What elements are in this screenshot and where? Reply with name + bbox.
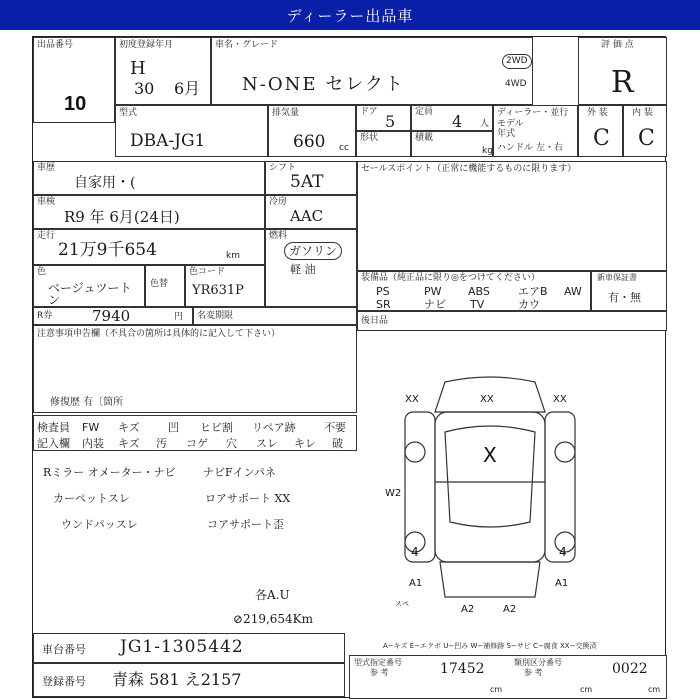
check-in-kizu: キズ [118, 437, 140, 450]
first-reg-label: 初度登録年月 [119, 40, 174, 50]
kau-chip: カウ [518, 298, 540, 311]
name-change-label: 名変期限 [197, 311, 234, 321]
class-no-label: 類別区分番号 [514, 658, 562, 667]
eval-score: R [611, 65, 634, 100]
car-grade-label: 車名・グレード [215, 40, 279, 50]
inspector-label: 検査員 [37, 421, 70, 434]
displacement-box [268, 105, 356, 157]
ref-label-1: 参 考 [370, 668, 389, 677]
mark-4-right: 4 [559, 545, 567, 559]
shift-label: シフト [269, 163, 297, 173]
mark-a2-left: A2 [461, 604, 475, 612]
kerosene-label: 軽 油 [290, 263, 316, 276]
check-dent: 凹 [168, 421, 179, 434]
fuel-value: ガソリン [284, 242, 342, 260]
capacity-box [411, 105, 493, 131]
tv-chip: TV [470, 298, 485, 311]
inspection-box [33, 195, 265, 229]
check-interior: 内装 [82, 437, 104, 450]
mileage-label: 走行 [37, 231, 56, 241]
check-crack: ヒビ割 [200, 421, 233, 434]
kg-unit: kg [482, 146, 493, 156]
shift-box [265, 161, 357, 195]
air-chip: エアB [518, 285, 548, 298]
note-right-1: ナビFインパネ [203, 466, 276, 479]
mileage-box [33, 229, 265, 265]
color-value: ベージュツートン [48, 281, 132, 307]
dealer-box [493, 105, 578, 157]
nin-unit: 人 [480, 119, 490, 129]
pw-chip: PW [424, 285, 442, 298]
color-code-label: 色コード [189, 267, 226, 277]
new-book-label: 新車保証書 [597, 273, 637, 282]
displacement-label: 排気量 [272, 108, 300, 118]
check-dirt: 汚 [156, 437, 167, 450]
equipment-box [357, 271, 591, 311]
header-title: ディーラー出品車 [286, 6, 414, 25]
mark-x-roof: X [483, 443, 497, 467]
mark-spare: スペ [395, 600, 409, 608]
displacement-value: 660 [293, 132, 326, 152]
type-cert-box [349, 655, 667, 699]
name-change-box [193, 307, 357, 325]
eval-box [578, 37, 667, 105]
model-year-label: モデル [497, 119, 524, 129]
year-label: 年式 [497, 129, 516, 139]
mark-xx-2: XX [480, 394, 494, 405]
doors-box [356, 105, 411, 131]
shift-value: 5AT [290, 172, 324, 192]
reg-year: 30 [134, 79, 155, 98]
color-label: 色 [37, 267, 47, 277]
header-bar [0, 0, 700, 30]
reg-month: 6月 [174, 79, 201, 98]
mileage-note-1: 各A.U [255, 588, 290, 602]
ac-value: AAC [290, 207, 324, 225]
model-code: DBA-JG1 [130, 131, 206, 151]
note-right-3: コアサポート歪 [207, 518, 284, 531]
type-cert-value: 17452 [440, 661, 485, 677]
year-era: H [130, 58, 146, 79]
inspection-value: R9 年 6月(24日) [64, 208, 180, 226]
mark-4-left: 4 [411, 545, 419, 559]
color-code-value: YR631P [192, 283, 244, 298]
new-book-value: 有・無 [608, 291, 641, 304]
model-box [115, 105, 268, 157]
repair-history-label: 修復歴 有〔箇所 [50, 397, 124, 408]
rear-box [357, 311, 667, 331]
check-burn: コゲ [186, 437, 208, 450]
recycle-value: 7940 [92, 307, 131, 325]
recycle-label: R券 [37, 311, 53, 321]
checklist-box [33, 415, 357, 451]
handle-label: ハンドル 左・右 [497, 143, 563, 153]
car-name: N-ONE セレクト [242, 74, 405, 95]
new-book-box [591, 271, 667, 311]
sales-point-box [357, 161, 667, 271]
ps-chip: PS [376, 285, 390, 298]
aw-chip: AW [564, 285, 582, 298]
note-line-1: Rミラー オメーター・ナビ [43, 466, 176, 479]
load-label: 積載 [415, 133, 434, 143]
mark-a1-left: A1 [409, 578, 423, 589]
fuel-box [265, 229, 357, 307]
exterior-box [578, 105, 623, 157]
check-hole: 穴 [226, 437, 237, 450]
ref-label-2: 参 考 [524, 668, 543, 677]
mark-a2-right: A2 [503, 604, 517, 612]
notes-box [33, 325, 357, 413]
lot-box [33, 37, 115, 123]
shape-box [356, 131, 411, 157]
shape-label: 形状 [360, 133, 379, 143]
equipment-label: 装備品（純正品に限り◎をつけてください） [361, 273, 540, 283]
4wd-label: 4WD [505, 79, 527, 89]
2wd-label: 2WD [502, 54, 532, 69]
type-cert-label: 型式指定番号 [354, 658, 402, 667]
interior-grade: C [638, 126, 655, 151]
color-code-box [185, 265, 265, 307]
check-kizu: キズ [118, 421, 140, 434]
km-unit: km [226, 251, 240, 261]
notes-label: 注意事項申告欄（不具合の箇所は具体的に記入して下さい） [37, 329, 281, 339]
cc-unit: cc [339, 143, 349, 153]
interior-box [623, 105, 667, 157]
recycle-box [33, 307, 193, 325]
rear-label: 後日品 [361, 316, 389, 326]
history-box [33, 161, 265, 195]
color-change-box [145, 265, 185, 307]
lot-label: 出品番号 [37, 40, 74, 50]
cm-unit-3: cm [648, 685, 661, 694]
fuel-label: 燃料 [269, 231, 288, 241]
reg-value: 青森 581 え2157 [112, 670, 242, 689]
eval-label: 評 価 点 [601, 40, 634, 50]
mark-w2: W2 [385, 488, 402, 499]
exterior-label: 外 装 [587, 108, 608, 118]
model-label: 型式 [119, 108, 138, 118]
inspection-label: 車検 [37, 197, 56, 207]
note-line-2: カーペットスレ [53, 492, 130, 505]
diagram-legend: A−キズ E−エクボ U−凹み W−補修跡 S−サビ C−腐食 XX−交換済 [383, 642, 597, 650]
first-reg-box [115, 37, 211, 105]
reg-label: 登録番号 [42, 675, 86, 688]
class-no-value: 0022 [612, 661, 648, 677]
check-unneeded: 不要 [324, 421, 346, 434]
ac-label: 冷房 [269, 197, 288, 207]
check-torn: 破 [332, 437, 343, 450]
capacity-value: 4 [452, 112, 463, 131]
note-right-2: ロアサポート XX [205, 492, 291, 505]
navi-chip: ナビ [424, 298, 446, 311]
cm-unit-1: cm [490, 685, 503, 694]
lot-number: 10 [64, 93, 87, 115]
doors-label: ドア [360, 107, 378, 117]
doors-value: 5 [385, 112, 396, 131]
cm-unit-2: cm [580, 685, 593, 694]
capacity-label: 定員 [415, 107, 434, 117]
mileage-value: 21万9千654 [58, 240, 157, 260]
color-change-label: 色替 [150, 279, 169, 289]
abs-chip: ABS [468, 285, 490, 298]
dealer-label: ディーラー・並行 [497, 108, 569, 118]
chassis-value: JG1-1305442 [120, 637, 244, 657]
check-repair: リペア跡 [252, 421, 296, 434]
history-label: 車歴 [37, 163, 56, 173]
mark-xx-3: XX [553, 394, 567, 405]
car-grade-box [211, 37, 533, 105]
interior-label: 内 装 [632, 108, 653, 118]
check-fw: FW [82, 421, 100, 434]
exterior-grade: C [593, 126, 610, 151]
inputter-label: 記入欄 [37, 437, 70, 450]
chassis-label: 車台番号 [42, 643, 86, 656]
mileage-note-2: ⊘219,654Km [233, 612, 314, 626]
color-box [33, 265, 145, 307]
ac-box [265, 195, 357, 229]
yen-unit: 円 [174, 312, 184, 322]
load-box [411, 131, 493, 157]
sr-chip: SR [376, 298, 391, 311]
history-value: 自家用・( [74, 175, 136, 191]
car-damage-diagram [385, 372, 595, 612]
note-line-3: ウンドパッスレ [61, 518, 138, 531]
reg-box [33, 663, 345, 697]
chassis-box [33, 633, 345, 663]
check-cut: キレ [294, 437, 316, 450]
sales-point-label: セールスポイント（正常に機能するものに限ります） [361, 164, 577, 174]
check-scuff: スレ [256, 437, 278, 450]
mark-xx-1: XX [405, 394, 419, 405]
mark-a1-right: A1 [555, 578, 569, 589]
